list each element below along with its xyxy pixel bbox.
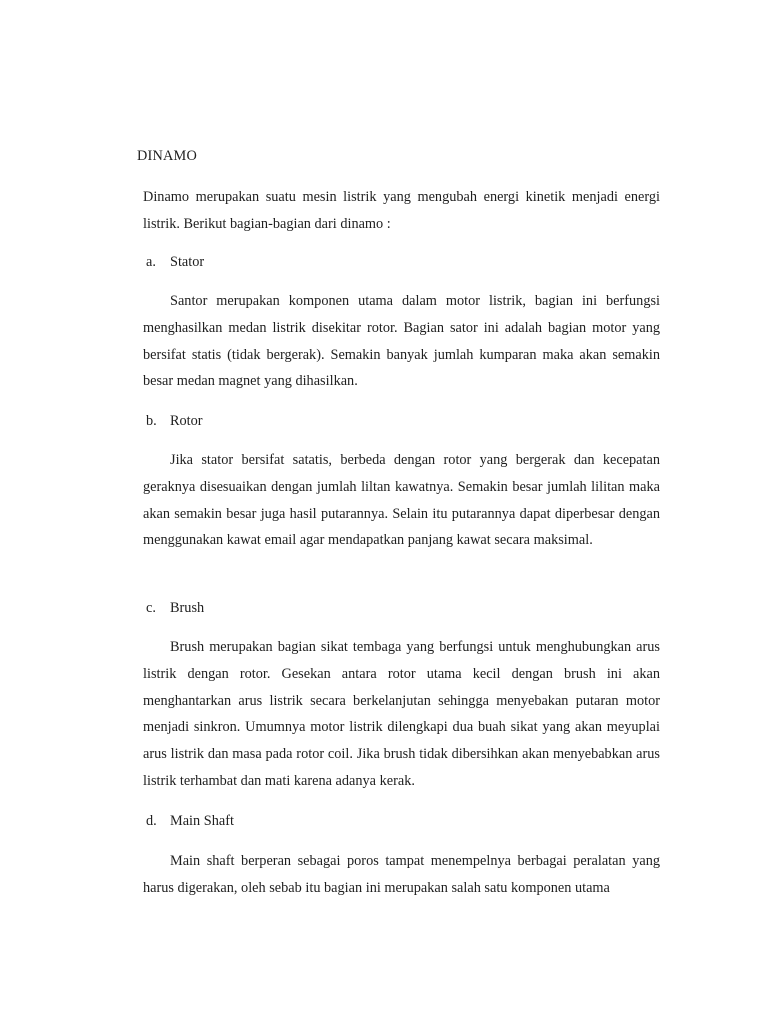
section-heading-label: Stator	[170, 254, 205, 270]
list-marker: a.	[146, 254, 156, 270]
section-heading-label: Brush	[170, 600, 205, 616]
section-body-main-shaft: Main shaft berperan sebagai poros tampat menempelnya berbagai peralatan yang harus digerakan, oleh sebab itu bagian ini merupakan salah satu komponen utama	[143, 853, 660, 896]
section-heading-label: Main Shaft	[170, 813, 234, 829]
section-body-rotor: Jika stator bersifat satatis, berbeda dengan rotor yang bergerak dan kecepatan geraknya disesuaikan dengan jumlah liltan kawatnya. Semakin besar jumlah lilitan maka akan semakin besar juga hasil putarannya. Selain itu putarannya dapat diperbesar dengan menggunakan kawat email agar mendapatkan panjang kawat secara maksimal.	[143, 452, 660, 549]
document-title: DINAMO	[137, 148, 197, 164]
list-marker: d.	[146, 813, 157, 829]
intro-paragraph: Dinamo merupakan suatu mesin listrik yang mengubah energi kinetik menjadi energi listrik. Berikut bagian-bagian dari dinamo :	[143, 189, 660, 232]
list-marker: c.	[146, 600, 156, 616]
section-heading-brush	[146, 598, 204, 618]
list-marker: b.	[146, 413, 157, 429]
section-heading-stator	[146, 252, 204, 272]
section-heading-main-shaft	[146, 811, 234, 831]
section-body-stator: Santor merupakan komponen utama dalam motor listrik, bagian ini berfungsi menghasilkan medan listrik disekitar rotor. Bagian sator ini adalah bagian motor yang bersifat statis (tidak bergerak). Semakin banyak jumlah kumparan maka akan semakin besar medan magnet yang dihasilkan.	[143, 293, 660, 390]
section-body-brush: Brush merupakan bagian sikat tembaga yang berfungsi untuk menghubungkan arus listrik dengan rotor. Gesekan antara rotor utama kecil dengan brush ini akan menghantarkan arus listrik secara berkelanjutan sehingga menyebakan putaran motor menjadi sinkron. Umumnya motor listrik dilengkapi dua buah sikat yang akan meyuplai arus listrik dan masa pada rotor coil. Jika brush tidak dibersihkan akan menyebabkan arus listrik terhambat dan mati karena adanya kerak.	[143, 639, 660, 789]
section-heading-label: Rotor	[170, 413, 203, 429]
section-heading-rotor	[146, 411, 203, 431]
